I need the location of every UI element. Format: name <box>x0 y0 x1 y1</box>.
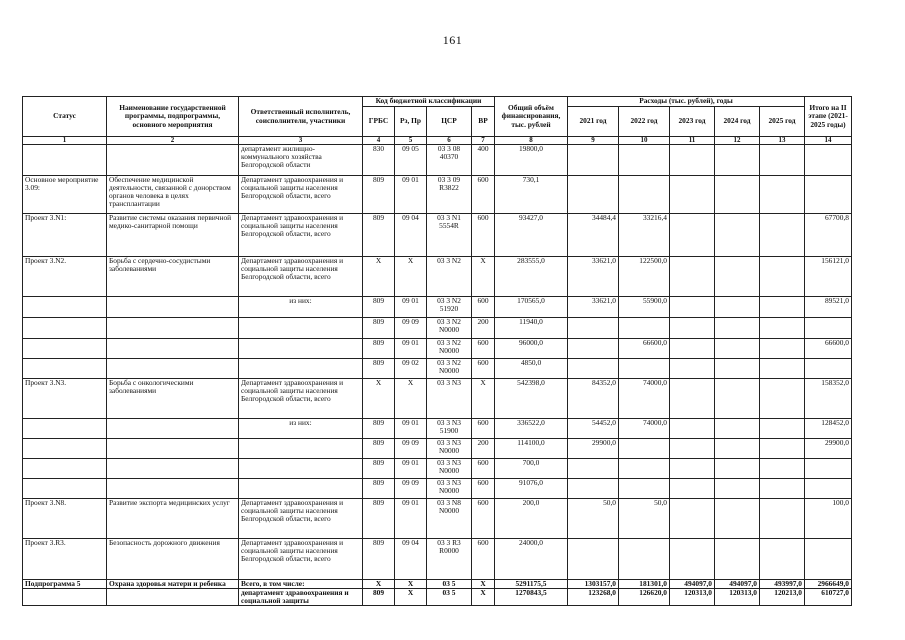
y2023-cell <box>670 439 715 459</box>
y2025-cell <box>760 318 805 339</box>
sum-cell: 66600,0 <box>805 339 852 359</box>
sum-cell: 67700,8 <box>805 214 852 257</box>
y2022-cell <box>619 318 670 339</box>
y2023-cell <box>670 318 715 339</box>
status-cell <box>23 339 107 359</box>
y2025-cell <box>760 359 805 379</box>
header-vr: ВР <box>472 107 495 137</box>
total-cell: 730,1 <box>495 176 568 214</box>
rzpr-cell: 09 09 <box>395 439 427 459</box>
status-cell <box>23 439 107 459</box>
status-cell <box>23 359 107 379</box>
y2024-cell: 494097,0 <box>715 580 760 589</box>
table-row <box>23 479 852 499</box>
sum-cell: 89521,0 <box>805 297 852 318</box>
table-row <box>23 439 852 459</box>
y2023-cell <box>670 339 715 359</box>
rzpr-cell: 09 04 <box>395 539 427 580</box>
executor-cell: Всего, в том числе: <box>239 580 363 589</box>
header-total-stage: Итого на II этапе (2021-2025 годы) <box>805 97 852 137</box>
y2021-cell: 54452,0 <box>568 419 619 439</box>
y2021-cell <box>568 459 619 479</box>
y2025-cell <box>760 379 805 419</box>
total-cell: 114100,0 <box>495 439 568 459</box>
table-row <box>23 257 852 297</box>
y2024-cell <box>715 459 760 479</box>
grbs-cell: 809 <box>363 176 395 214</box>
y2021-cell: 123268,0 <box>568 589 619 606</box>
table-row <box>23 339 852 359</box>
y2021-cell: 1303157,0 <box>568 580 619 589</box>
vr-cell: 600 <box>472 176 495 214</box>
vr-cell: 600 <box>472 359 495 379</box>
rzpr-cell: 09 01 <box>395 297 427 318</box>
y2025-cell <box>760 499 805 539</box>
rzpr-cell: X <box>395 257 427 297</box>
y2022-cell: 122500,0 <box>619 257 670 297</box>
executor-cell <box>239 359 363 379</box>
name-cell: Безопасность дорожного движения <box>107 539 239 580</box>
total-cell: 170565,0 <box>495 297 568 318</box>
csr-cell: 03 3 R3 R0000 <box>427 539 472 580</box>
y2022-cell <box>619 439 670 459</box>
total-cell: 93427,0 <box>495 214 568 257</box>
column-number: 10 <box>619 137 670 145</box>
executor-cell: из них: <box>239 297 363 318</box>
y2022-cell: 55900,0 <box>619 297 670 318</box>
status-cell <box>23 297 107 318</box>
status-cell <box>23 589 107 606</box>
sum-cell <box>805 479 852 499</box>
vr-cell: X <box>472 589 495 606</box>
grbs-cell: 809 <box>363 479 395 499</box>
table-body <box>23 145 852 606</box>
y2023-cell <box>670 479 715 499</box>
vr-cell: 400 <box>472 145 495 176</box>
header-2021: 2021 год <box>568 107 619 137</box>
rzpr-cell: 09 01 <box>395 419 427 439</box>
total-cell: 542398,0 <box>495 379 568 419</box>
header-grbs: ГРБС <box>363 107 395 137</box>
vr-cell: 200 <box>472 439 495 459</box>
name-cell <box>107 359 239 379</box>
name-cell: Борьба с сердечно-сосудистыми заболеваниями <box>107 257 239 297</box>
rzpr-cell: X <box>395 379 427 419</box>
header-expenses-group: Расходы (тыс. рублей), годы <box>568 97 805 107</box>
y2024-cell: 120313,0 <box>715 589 760 606</box>
name-cell <box>107 297 239 318</box>
y2021-cell <box>568 359 619 379</box>
y2023-cell <box>670 419 715 439</box>
status-cell: Основное мероприятие 3.09: <box>23 176 107 214</box>
total-cell: 5291175,5 <box>495 580 568 589</box>
executor-cell: департамент жилищно-коммунального хозяйства Белгородской области <box>239 145 363 176</box>
table-row <box>23 419 852 439</box>
y2024-cell <box>715 176 760 214</box>
y2021-cell <box>568 479 619 499</box>
y2023-cell <box>670 539 715 580</box>
csr-cell: 03 3 N2 N0000 <box>427 359 472 379</box>
y2025-cell <box>760 297 805 318</box>
y2021-cell <box>568 318 619 339</box>
y2023-cell <box>670 297 715 318</box>
y2024-cell <box>715 439 760 459</box>
executor-cell: Департамент здравоохранения и социальной защиты населения Белгородской области, всего <box>239 214 363 257</box>
column-number: 14 <box>805 137 852 145</box>
grbs-cell: 809 <box>363 297 395 318</box>
name-cell <box>107 439 239 459</box>
sum-cell: 2966649,0 <box>805 580 852 589</box>
y2022-cell: 74000,0 <box>619 419 670 439</box>
y2021-cell: 33621,0 <box>568 297 619 318</box>
sum-cell <box>805 359 852 379</box>
y2025-cell <box>760 145 805 176</box>
header-2022: 2022 год <box>619 107 670 137</box>
rzpr-cell: X <box>395 589 427 606</box>
column-number-row <box>23 137 852 145</box>
column-number: 8 <box>495 137 568 145</box>
table-row <box>23 499 852 539</box>
grbs-cell: X <box>363 580 395 589</box>
total-cell: 24000,0 <box>495 539 568 580</box>
grbs-cell: 809 <box>363 539 395 580</box>
y2022-cell: 126620,0 <box>619 589 670 606</box>
sum-cell <box>805 176 852 214</box>
executor-cell: из них: <box>239 419 363 439</box>
name-cell <box>107 589 239 606</box>
y2023-cell <box>670 459 715 479</box>
executor-cell <box>239 318 363 339</box>
grbs-cell: 809 <box>363 359 395 379</box>
name-cell: Охрана здоровья матери и ребенка <box>107 580 239 589</box>
y2023-cell <box>670 359 715 379</box>
header-2024: 2024 год <box>715 107 760 137</box>
status-cell: Проект 3.N3. <box>23 379 107 419</box>
sum-cell: 610727,0 <box>805 589 852 606</box>
executor-cell: Департамент здравоохранения и социальной защиты населения Белгородской области, всего <box>239 499 363 539</box>
status-cell: Проект 3.N1: <box>23 214 107 257</box>
grbs-cell: 809 <box>363 339 395 359</box>
header-status: Статус <box>23 97 107 137</box>
table-row <box>23 297 852 318</box>
grbs-cell: 809 <box>363 419 395 439</box>
column-number: 13 <box>760 137 805 145</box>
total-cell: 200,0 <box>495 499 568 539</box>
y2024-cell <box>715 479 760 499</box>
header-executor: Ответственный исполнитель, соисполнители, участники <box>239 97 363 137</box>
total-cell: 700,0 <box>495 459 568 479</box>
csr-cell: 03 3 N3 51900 <box>427 419 472 439</box>
column-number: 5 <box>395 137 427 145</box>
rzpr-cell: 09 02 <box>395 359 427 379</box>
rzpr-cell: 09 01 <box>395 459 427 479</box>
executor-cell <box>239 439 363 459</box>
csr-cell: 03 3 N2 51920 <box>427 297 472 318</box>
rzpr-cell: X <box>395 580 427 589</box>
grbs-cell: 809 <box>363 499 395 539</box>
y2024-cell <box>715 214 760 257</box>
table-row <box>23 359 852 379</box>
total-cell: 283555,0 <box>495 257 568 297</box>
y2022-cell <box>619 479 670 499</box>
y2022-cell <box>619 539 670 580</box>
sum-cell <box>805 318 852 339</box>
csr-cell: 03 3 N2 <box>427 257 472 297</box>
y2024-cell <box>715 499 760 539</box>
rzpr-cell: 09 05 <box>395 145 427 176</box>
y2021-cell <box>568 339 619 359</box>
y2024-cell <box>715 379 760 419</box>
name-cell <box>107 339 239 359</box>
y2025-cell <box>760 479 805 499</box>
vr-cell: X <box>472 580 495 589</box>
y2022-cell: 181301,0 <box>619 580 670 589</box>
grbs-cell: 809 <box>363 589 395 606</box>
y2023-cell <box>670 257 715 297</box>
table-row <box>23 580 852 589</box>
csr-cell: 03 3 N3 N0000 <box>427 479 472 499</box>
column-number: 4 <box>363 137 395 145</box>
y2021-cell: 84352,0 <box>568 379 619 419</box>
grbs-cell: 809 <box>363 439 395 459</box>
status-cell <box>23 479 107 499</box>
y2024-cell <box>715 318 760 339</box>
y2023-cell: 120313,0 <box>670 589 715 606</box>
vr-cell: 600 <box>472 214 495 257</box>
y2024-cell <box>715 419 760 439</box>
y2025-cell: 493997,0 <box>760 580 805 589</box>
csr-cell: 03 3 N2 N0000 <box>427 318 472 339</box>
grbs-cell: X <box>363 257 395 297</box>
csr-cell: 03 3 N3 N0000 <box>427 439 472 459</box>
y2025-cell <box>760 419 805 439</box>
status-cell <box>23 459 107 479</box>
column-number: 9 <box>568 137 619 145</box>
csr-cell: 03 3 08 40370 <box>427 145 472 176</box>
y2022-cell <box>619 145 670 176</box>
y2021-cell <box>568 145 619 176</box>
y2024-cell <box>715 339 760 359</box>
csr-cell: 03 3 N8 N0000 <box>427 499 472 539</box>
y2025-cell <box>760 539 805 580</box>
rzpr-cell: 09 01 <box>395 499 427 539</box>
y2025-cell <box>760 439 805 459</box>
vr-cell: 600 <box>472 297 495 318</box>
y2025-cell <box>760 459 805 479</box>
name-cell: Обеспечение медицинской деятельности, связанной с донорством органов человека в целях трансплантации <box>107 176 239 214</box>
status-cell <box>23 145 107 176</box>
y2024-cell <box>715 297 760 318</box>
vr-cell: 600 <box>472 539 495 580</box>
vr-cell: X <box>472 379 495 419</box>
name-cell: Развитие системы оказания первичной медико-санитарной помощи <box>107 214 239 257</box>
column-number: 6 <box>427 137 472 145</box>
csr-cell: 03 3 09 R3822 <box>427 176 472 214</box>
y2021-cell: 33621,0 <box>568 257 619 297</box>
y2021-cell <box>568 539 619 580</box>
y2021-cell: 50,0 <box>568 499 619 539</box>
rzpr-cell: 09 09 <box>395 479 427 499</box>
executor-cell: Департамент здравоохранения и социальной защиты населения Белгородской области, всего <box>239 257 363 297</box>
y2023-cell <box>670 379 715 419</box>
vr-cell: 600 <box>472 419 495 439</box>
vr-cell: X <box>472 257 495 297</box>
header-csr: ЦСР <box>427 107 472 137</box>
y2025-cell: 120213,0 <box>760 589 805 606</box>
vr-cell: 600 <box>472 339 495 359</box>
header-2023: 2023 год <box>670 107 715 137</box>
y2023-cell <box>670 499 715 539</box>
table-row <box>23 145 852 176</box>
executor-cell: Департамент здравоохранения и социальной защиты населения Белгородской области, всего <box>239 176 363 214</box>
y2023-cell: 494097,0 <box>670 580 715 589</box>
total-cell: 91076,0 <box>495 479 568 499</box>
name-cell <box>107 459 239 479</box>
total-cell: 4850,0 <box>495 359 568 379</box>
executor-cell: Департамент здравоохранения и социальной защиты населения Белгородской области, всего <box>239 539 363 580</box>
y2025-cell <box>760 214 805 257</box>
y2021-cell <box>568 176 619 214</box>
y2022-cell <box>619 459 670 479</box>
name-cell: Борьба с онкологическими заболеваниями <box>107 379 239 419</box>
csr-cell: 03 5 <box>427 580 472 589</box>
grbs-cell: 809 <box>363 459 395 479</box>
status-cell: Проект 3.N8. <box>23 499 107 539</box>
vr-cell: 600 <box>472 479 495 499</box>
y2025-cell <box>760 257 805 297</box>
sum-cell: 128452,0 <box>805 419 852 439</box>
name-cell <box>107 318 239 339</box>
total-cell: 336522,0 <box>495 419 568 439</box>
executor-cell <box>239 459 363 479</box>
y2022-cell: 33216,4 <box>619 214 670 257</box>
sum-cell <box>805 145 852 176</box>
status-cell: Проект 3.N2. <box>23 257 107 297</box>
csr-cell: 03 3 N2 N0000 <box>427 339 472 359</box>
grbs-cell: 809 <box>363 318 395 339</box>
header-code-group: Код бюджетной классификации <box>363 97 495 107</box>
executor-cell: департамент здравоохранения и социальной защиты <box>239 589 363 606</box>
y2025-cell <box>760 339 805 359</box>
y2024-cell <box>715 257 760 297</box>
y2022-cell: 74000,0 <box>619 379 670 419</box>
sum-cell: 100,0 <box>805 499 852 539</box>
header-name: Наименование государственной программы, подпрограммы, основного мероприятия <box>107 97 239 137</box>
rzpr-cell: 09 09 <box>395 318 427 339</box>
executor-cell <box>239 339 363 359</box>
csr-cell: 03 5 <box>427 589 472 606</box>
y2021-cell: 29900,0 <box>568 439 619 459</box>
vr-cell: 200 <box>472 318 495 339</box>
name-cell: Развитие экспорта медицинских услуг <box>107 499 239 539</box>
vr-cell: 600 <box>472 499 495 539</box>
column-number: 2 <box>107 137 239 145</box>
header-rzpr: Рз, Пр <box>395 107 427 137</box>
csr-cell: 03 3 N3 N0000 <box>427 459 472 479</box>
y2023-cell <box>670 214 715 257</box>
sum-cell <box>805 459 852 479</box>
rzpr-cell: 09 04 <box>395 214 427 257</box>
name-cell <box>107 419 239 439</box>
y2024-cell <box>715 359 760 379</box>
table-row <box>23 459 852 479</box>
total-cell: 1270843,5 <box>495 589 568 606</box>
sum-cell: 156121,0 <box>805 257 852 297</box>
grbs-cell: 830 <box>363 145 395 176</box>
y2022-cell: 50,0 <box>619 499 670 539</box>
y2023-cell <box>670 176 715 214</box>
sum-cell: 29900,0 <box>805 439 852 459</box>
grbs-cell: X <box>363 379 395 419</box>
y2022-cell <box>619 359 670 379</box>
total-cell: 96000,0 <box>495 339 568 359</box>
sum-cell: 158352,0 <box>805 379 852 419</box>
table-row <box>23 176 852 214</box>
table-row <box>23 539 852 580</box>
rzpr-cell: 09 01 <box>395 176 427 214</box>
rzpr-cell: 09 01 <box>395 339 427 359</box>
name-cell <box>107 479 239 499</box>
y2021-cell: 34484,4 <box>568 214 619 257</box>
grbs-cell: 809 <box>363 214 395 257</box>
executor-cell: Департамент здравоохранения и социальной защиты населения Белгородской области, всего <box>239 379 363 419</box>
column-number: 1 <box>23 137 107 145</box>
name-cell <box>107 145 239 176</box>
csr-cell: 03 3 N3 <box>427 379 472 419</box>
total-cell: 11940,0 <box>495 318 568 339</box>
csr-cell: 03 3 N1 5554R <box>427 214 472 257</box>
table-row <box>23 589 852 606</box>
vr-cell: 600 <box>472 459 495 479</box>
y2022-cell <box>619 176 670 214</box>
header-total-funding: Общий объём финансирования, тыс. рублей <box>495 97 568 137</box>
status-cell <box>23 318 107 339</box>
column-number: 11 <box>670 137 715 145</box>
status-cell <box>23 419 107 439</box>
total-cell: 19800,0 <box>495 145 568 176</box>
executor-cell <box>239 479 363 499</box>
status-cell: Проект 3.R3. <box>23 539 107 580</box>
y2024-cell <box>715 539 760 580</box>
y2025-cell <box>760 176 805 214</box>
table-row <box>23 318 852 339</box>
column-number: 12 <box>715 137 760 145</box>
budget-table <box>22 96 852 606</box>
header-2025: 2025 год <box>760 107 805 137</box>
page-number: 161 <box>442 33 463 47</box>
y2023-cell <box>670 145 715 176</box>
status-cell: Подпрограмма 5 <box>23 580 107 589</box>
y2024-cell <box>715 145 760 176</box>
y2022-cell: 66600,0 <box>619 339 670 359</box>
table-row <box>23 379 852 419</box>
sum-cell <box>805 539 852 580</box>
table-row <box>23 214 852 257</box>
column-number: 3 <box>239 137 363 145</box>
column-number: 7 <box>472 137 495 145</box>
